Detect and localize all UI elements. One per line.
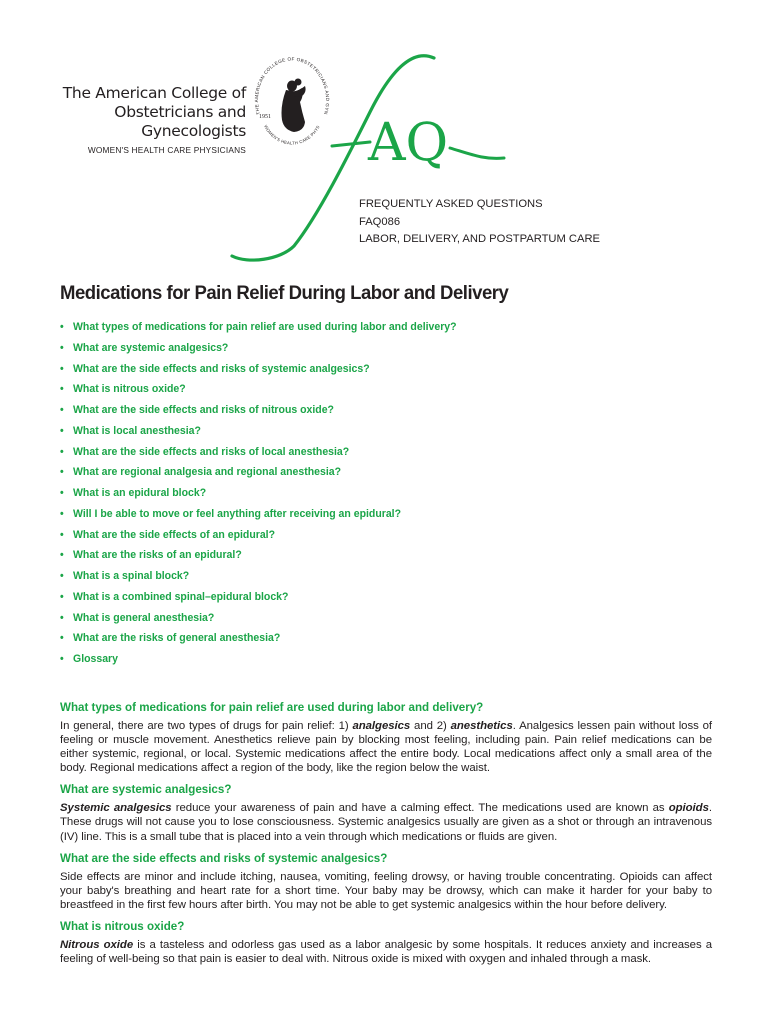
section-systemic-analgesics: [60, 782, 712, 843]
body-text: . These drugs will not cause you to lose consciousness. Systemic analgesics usually are given as a shot or through an intravenous (IV) line. This is a small tube that is placed into a vein through which medications or fluids are given.: [60, 802, 712, 843]
toc-link[interactable]: What are the side effects and risks of systemic analgesics?: [73, 362, 370, 375]
toc-link[interactable]: What are the risks of an epidural?: [73, 549, 242, 562]
section-body: [60, 870, 712, 912]
section-nitrous-oxide: [60, 919, 712, 966]
toc-link[interactable]: What are the side effects and risks of nitrous oxide?: [73, 404, 334, 416]
section-heading: What are systemic analgesics?: [60, 783, 232, 797]
toc-item[interactable]: [60, 342, 457, 363]
glossary-term: opioids: [668, 802, 709, 815]
body-text: . Analgesics lessen pain without loss of feeling or muscle movement. Anesthetics relieve pain by blocking most feeling, including pain. Pain relief medications can be either systemic, regional, or local. Systemic medications affect the entire body. Local medications affect only a small area of the body. Regional medications affect a region of the body, like the region below the waist.: [60, 720, 712, 775]
body-text: reduce your awareness of pain and have a calming effect. The medications used are known as: [171, 802, 669, 815]
toc-link[interactable]: What are the side effects of an epidural?: [73, 528, 276, 541]
toc-item[interactable]: [60, 570, 457, 591]
toc-link[interactable]: What are regional analgesia and regional anesthesia?: [73, 466, 342, 479]
glossary-term: Nitrous oxide: [60, 938, 134, 951]
glossary-term: analgesics: [352, 720, 411, 732]
question-list: [60, 321, 486, 674]
toc-link[interactable]: What are systemic analgesics?: [73, 341, 229, 354]
toc-link[interactable]: What is nitrous oxide?: [73, 383, 186, 396]
glossary-term: Systemic analgesics: [60, 802, 172, 815]
toc-item[interactable]: [60, 612, 457, 633]
section-heading: What types of medications for pain relief are used during labor and delivery?: [60, 701, 484, 714]
toc-item[interactable]: [60, 549, 457, 570]
glossary-term: anesthetics: [450, 720, 513, 732]
faq-number: FAQ086: [359, 215, 401, 228]
toc-item[interactable]: [60, 425, 457, 446]
answer-sections: [60, 700, 712, 973]
toc-item[interactable]: [60, 363, 457, 384]
toc-item[interactable]: [60, 653, 457, 674]
toc-link[interactable]: Will I be able to move or feel anything after receiving an epidural?: [73, 507, 402, 520]
toc-item[interactable]: [60, 632, 457, 653]
section-body: [60, 719, 712, 775]
toc-item[interactable]: [60, 446, 457, 467]
faq-meta: [359, 196, 600, 249]
toc-item[interactable]: [60, 321, 457, 342]
toc-link[interactable]: What is a combined spinal–epidural block?: [73, 590, 289, 603]
toc-link[interactable]: What is a spinal block?: [73, 570, 190, 582]
section-systemic-risks: [60, 851, 712, 912]
toc-link[interactable]: What types of medications for pain relief are used during labor and delivery?: [73, 321, 457, 333]
body-text: In general, there are two types of drugs for pain relief: 1): [60, 720, 353, 732]
seal-ring-text: THE AMERICAN COLLEGE OF OBSTETRICIANS AND GYN: [253, 56, 331, 116]
faq-label: FREQUENTLY ASKED QUESTIONS: [359, 198, 543, 210]
toc-item[interactable]: [60, 508, 457, 529]
toc-item[interactable]: [60, 529, 457, 550]
toc-link[interactable]: What are the side effects and risks of local anesthesia?: [73, 445, 350, 458]
seal-year: 1951: [259, 114, 271, 120]
toc-link[interactable]: What is general anesthesia?: [73, 611, 215, 624]
page-title: Medications for Pain Relief During Labor and Delivery: [60, 282, 509, 304]
toc-item[interactable]: [60, 487, 457, 508]
seal-ring-text-lower: WOMEN'S HEALTH CARE PHYS: [263, 124, 321, 146]
body-text: and 2): [410, 720, 451, 732]
toc-link[interactable]: What is local anesthesia?: [73, 424, 201, 437]
body-text: is a tasteless and odorless gas used as a labor analgesic by some hospitals. It reduces anxiety and increases a feeling of well-being so that pain is easier to deal with. Nitrous oxide is mixed with oxygen and inhaled through a mask.: [60, 938, 712, 966]
toc-item[interactable]: [60, 591, 457, 612]
org-name-line2: Obstetricians and Gynecologists: [114, 103, 246, 140]
faq-letters: AQ: [368, 113, 449, 173]
toc-item[interactable]: [60, 383, 457, 404]
toc-link[interactable]: Glossary: [73, 653, 118, 665]
body-text: Side effects are minor and include itching, nausea, vomiting, feeling drowsy, or having trouble concentrating. Opioids can affect your baby's breathing and heart rate for a short time. Your baby may be drowsy, which can make it harder for your baby to breastfeed in the first few hours after birth. You may not be able to get systemic analgesics within the hour before delivery.: [60, 870, 712, 911]
toc-item[interactable]: [60, 404, 457, 425]
acog-logo: [60, 84, 246, 155]
section-heading: What are the side effects and risks of systemic analgesics?: [60, 851, 388, 865]
org-subtitle: WOMEN'S HEALTH CARE PHYSICIANS: [87, 145, 246, 155]
faq-category: LABOR, DELIVERY, AND POSTPARTUM CARE: [359, 233, 601, 246]
toc-link[interactable]: What is an epidural block?: [73, 487, 207, 499]
toc-link[interactable]: What are the risks of general anesthesia?: [73, 632, 281, 645]
section-heading: What is nitrous oxide?: [60, 919, 185, 933]
org-name-line1: The American College of: [62, 84, 246, 102]
toc-item[interactable]: [60, 466, 457, 487]
section-types-of-medications: [60, 700, 712, 775]
section-body: [60, 801, 712, 843]
section-body: [60, 938, 712, 966]
